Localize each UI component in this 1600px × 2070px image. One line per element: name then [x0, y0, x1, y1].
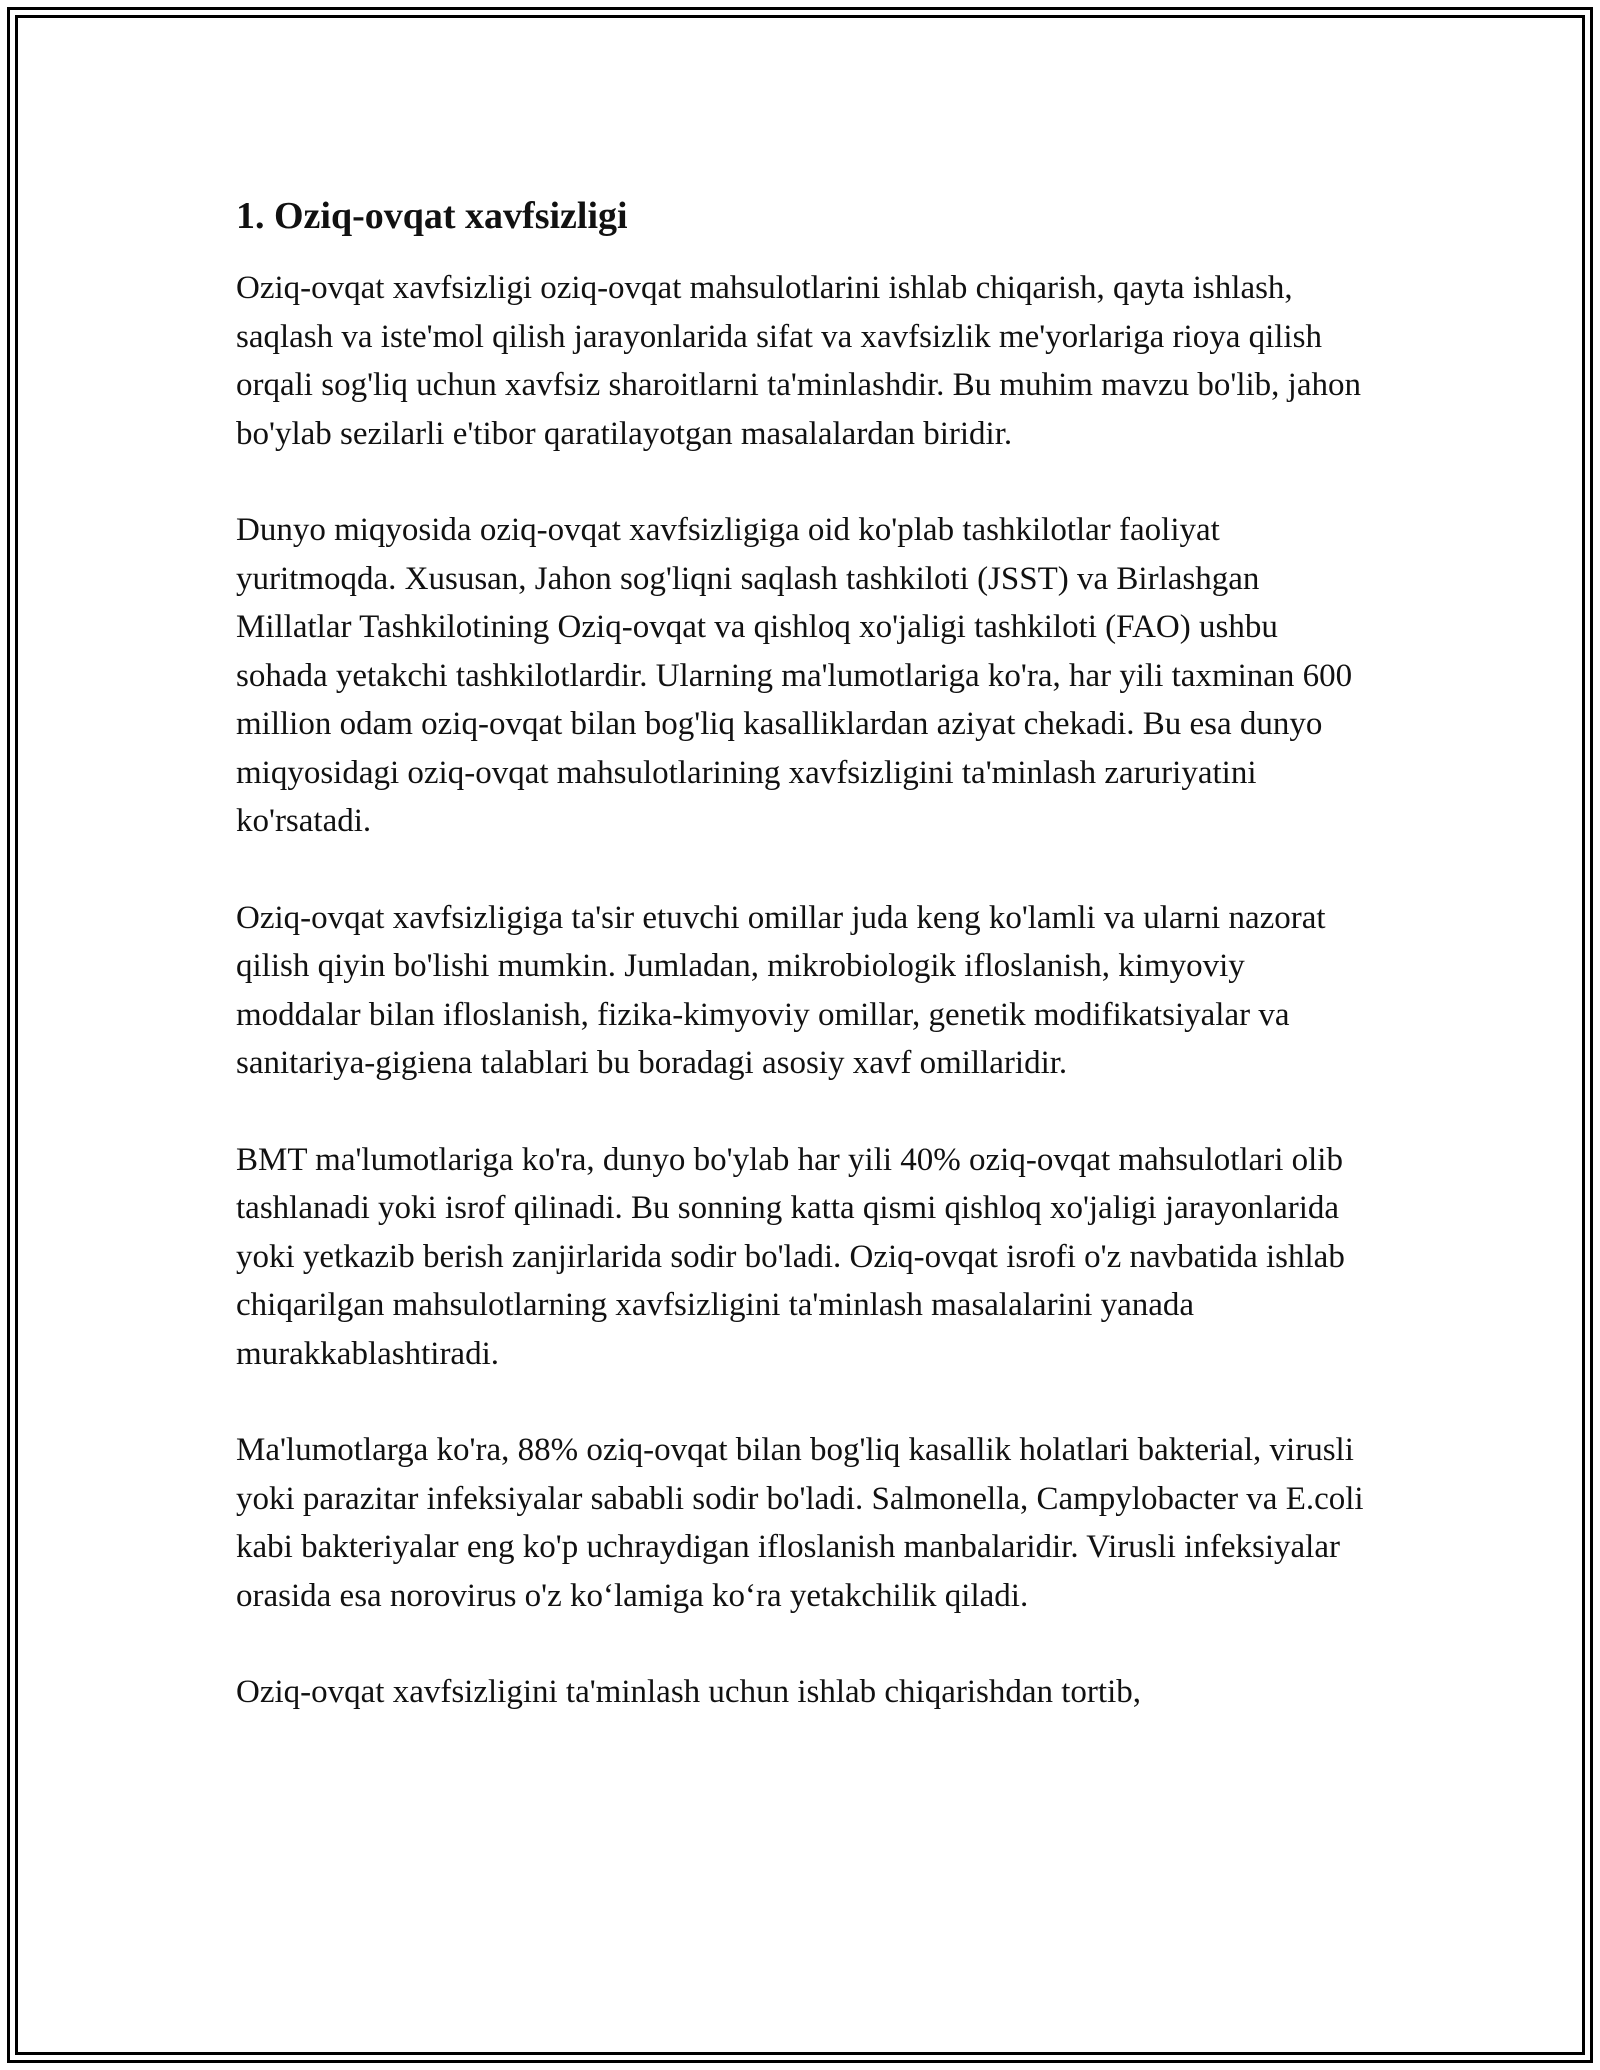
paragraph-intro: Oziq-ovqat xavfsizligi oziq-ovqat mahsulotlarini ishlab chiqarish, qayta ishlash, saqlash va iste'mol qilish jarayonlarida sifat va xavfsizlik me'yorlariga rioya qilish orqali sog'liq uchun xavfsiz sharoitlarni ta'minlashdir. Bu muhim mavzu bo'lib, jahon bo'ylab sezilarli e'tibor qaratilayotgan masalalardan biridir. — [236, 270, 1361, 452]
paragraph-infections: Ma'lumotlarga ko'ra, 88% oziq-ovqat bilan bog'liq kasallik holatlari bakterial, virusli yoki parazitar infeksiyalar sababli sodir bo'ladi. Salmonella, Campylobacter va E.coli kabi bakteriyalar eng ko'p uchraydigan ifloslanish manbalaridir. Virusli infeksiyalar orasida esa norovirus o'z ko‘lamiga ko‘ra yetakchilik qiladi. — [236, 1432, 1364, 1614]
paragraph-food-waste: BMT ma'lumotlariga ko'ra, dunyo bo'ylab har yili 40% oziq-ovqat mahsulotlari olib tashlanadi yoki isrof qilinadi. Bu sonning katta qismi qishloq xo'jaligi jarayonlarida yoki yetkazib berish zanjirlarida sodir bo'ladi. Oziq-ovqat isrofi o'z navbatida ishlab chiqarilgan mahsulotlarning xavfsizligini ta'minlash masalalarini yanada murakkablashtiradi. — [236, 1141, 1345, 1372]
document-body — [236, 188, 1376, 1717]
paragraph-organizations: Dunyo miqyosida oziq-ovqat xavfsizligiga oid ko'plab tashkilotlar faoliyat yuritmoqda. Xususan, Jahon sog'liqni saqlash tashkiloti (JSST) va Birlashgan Millatlar Tashkilotining Oziq-ovqat va qishloq xo'jaligi tashkiloti (FAO) ushbu sohada yetakchi tashkilotlardir. Ularning ma'lumotlariga ko'ra, har yili taxminan 600 million odam oziq-ovqat bilan bog'liq kasalliklardan aziyat chekadi. Bu esa dunyo miqyosidagi oziq-ovqat mahsulotlarining xavfsizligini ta'minlash zaruriyatini ko'rsatadi. — [236, 512, 1353, 839]
paragraph-risk-factors: Oziq-ovqat xavfsizligiga ta'sir etuvchi omillar juda keng ko'lamli va ularni nazorat qilish qiyin bo'lishi mumkin. Jumladan, mikrobiologik ifloslanish, kimyoviy moddalar bilan ifloslanish, fizika-kimyoviy omillar, genetik modifikatsiyalar va sanitariya-gigiena talablari bu boradagi asosiy xavf omillaridir. — [236, 899, 1326, 1081]
paragraph-continuation: Oziq-ovqat xavfsizligini ta'minlash uchun ishlab chiqarishdan tortib, — [236, 1674, 1142, 1710]
section-heading: 1. Oziq-ovqat xavfsizligi — [236, 195, 628, 237]
